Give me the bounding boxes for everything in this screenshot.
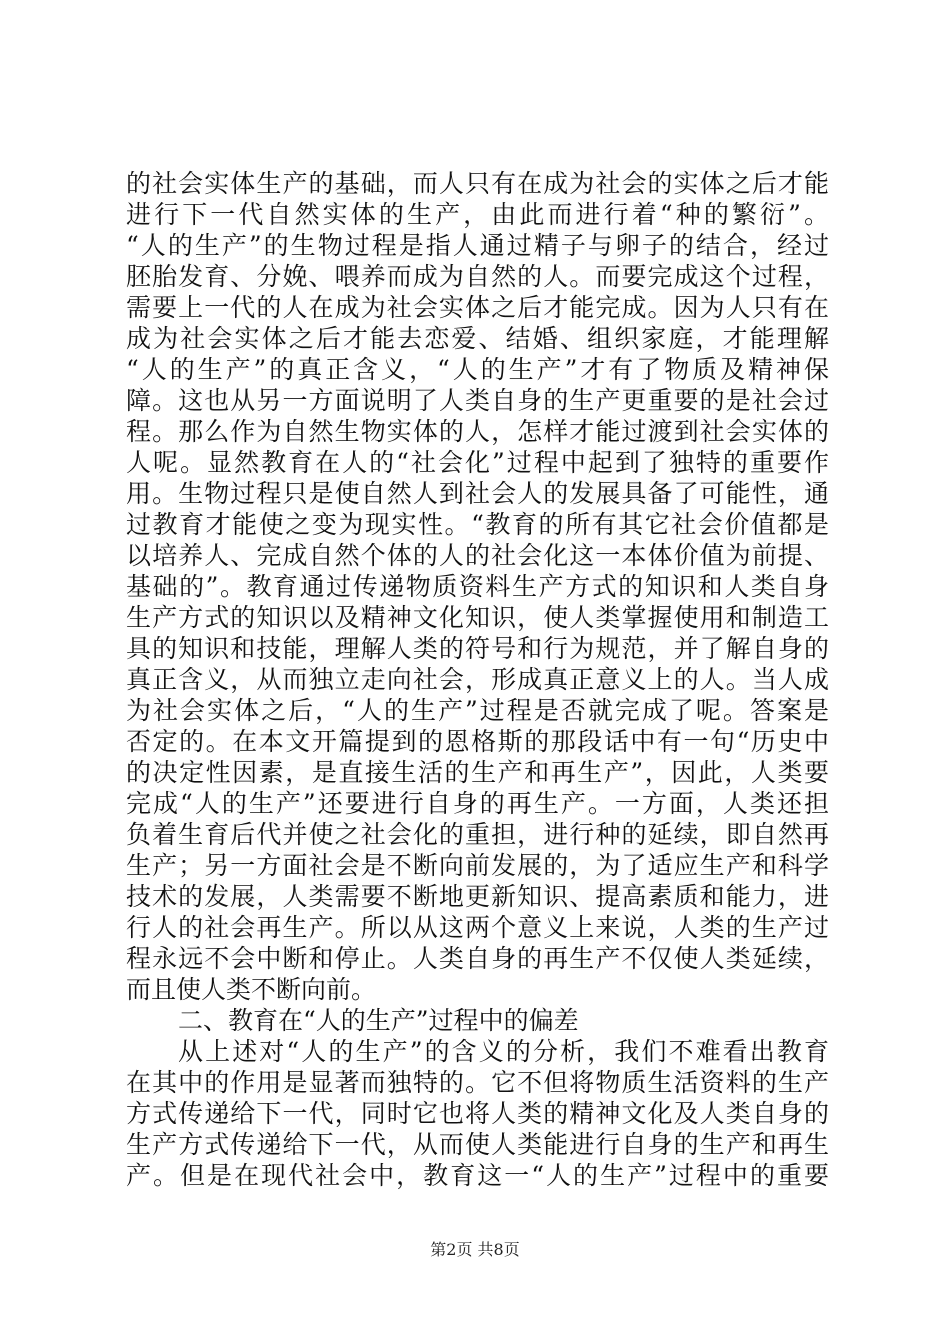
- text-line: 的决定性因素，是直接生活的生产和再生产”，因此，人类要: [126, 758, 829, 787]
- text-line: 负着生育后代并使之社会化的重担，进行种的延续，即自然再: [126, 820, 829, 849]
- text-line: 生产方式传递给下一代，从而使人类能进行自身的生产和再生: [126, 1130, 829, 1159]
- text-line: 从上述对“人的生产”的含义的分析，我们不难看出教育: [178, 1037, 829, 1066]
- text-line: “人的生产”的生物过程是指人通过精子与卵子的结合，经过: [126, 231, 829, 260]
- text-line: 人呢。显然教育在人的“社会化”过程中起到了独特的重要作: [126, 448, 829, 477]
- text-line: 成为社会实体之后才能去恋爱、结婚、组织家庭，才能理解: [126, 324, 829, 353]
- text-line: 否定的。在本文开篇提到的恩格斯的那段话中有一句“历史中: [126, 727, 829, 756]
- text-line: 胚胎发育、分娩、喂养而成为自然的人。而要完成这个过程，: [126, 262, 829, 291]
- text-line: 生产；另一方面社会是不断向前发展的，为了适应生产和科学: [126, 851, 829, 880]
- text-line: 用。生物过程只是使自然人到社会人的发展具备了可能性，通: [126, 479, 829, 508]
- text-line: 在其中的作用是显著而独特的。它不但将物质生活资料的生产: [126, 1068, 829, 1097]
- section-heading: 二、教育在“人的生产”过程中的偏差: [178, 1006, 579, 1035]
- text-line: 而且使人类不断向前。: [126, 975, 377, 1004]
- text-line: 程永远不会中断和停止。人类自身的再生产不仅使人类延续，: [126, 944, 829, 973]
- text-line: 为社会实体之后，“人的生产”过程是否就完成了呢。答案是: [126, 696, 829, 725]
- text-line: 方式传递给下一代，同时它也将人类的精神文化及人类自身的: [126, 1099, 829, 1128]
- page-number: 第2页 共8页: [430, 1240, 520, 1259]
- text-line: 以培养人、完成自然个体的人的社会化这一本体价值为前提、: [126, 541, 829, 570]
- text-line: “人的生产”的真正含义，“人的生产”才有了物质及精神保: [126, 355, 829, 384]
- text-line: 具的知识和技能，理解人类的符号和行为规范，并了解自身的: [126, 634, 829, 663]
- text-line: 完成“人的生产”还要进行自身的再生产。一方面，人类还担: [126, 789, 829, 818]
- body-text: [126, 168, 829, 1191]
- text-line: 生产方式的知识以及精神文化知识，使人类掌握使用和制造工: [126, 603, 829, 632]
- text-line: 程。那么作为自然生物实体的人，怎样才能过渡到社会实体的: [126, 417, 829, 446]
- text-line: 需要上一代的人在成为社会实体之后才能完成。因为人只有在: [126, 293, 829, 322]
- text-line: 过教育才能使之变为现实性。“教育的所有其它社会价值都是: [126, 510, 829, 539]
- text-line: 真正含义，从而独立走向社会，形成真正意义上的人。当人成: [126, 665, 829, 694]
- text-line: 进行下一代自然实体的生产，由此而进行着“种的繁衍”。: [126, 200, 829, 229]
- text-line: 行人的社会再生产。所以从这两个意义上来说，人类的生产过: [126, 913, 829, 942]
- text-line: 障。这也从另一方面说明了人类自身的生产更重要的是社会过: [126, 386, 829, 415]
- text-line: 的社会实体生产的基础，而人只有在成为社会的实体之后才能: [126, 169, 829, 198]
- text-line: 基础的”。教育通过传递物质资料生产方式的知识和人类自身: [126, 572, 829, 601]
- text-line: 技术的发展，人类需要不断地更新知识、提高素质和能力，进: [126, 882, 829, 911]
- text-line: 产。但是在现代社会中，教育这一“人的生产”过程中的重要: [126, 1161, 829, 1190]
